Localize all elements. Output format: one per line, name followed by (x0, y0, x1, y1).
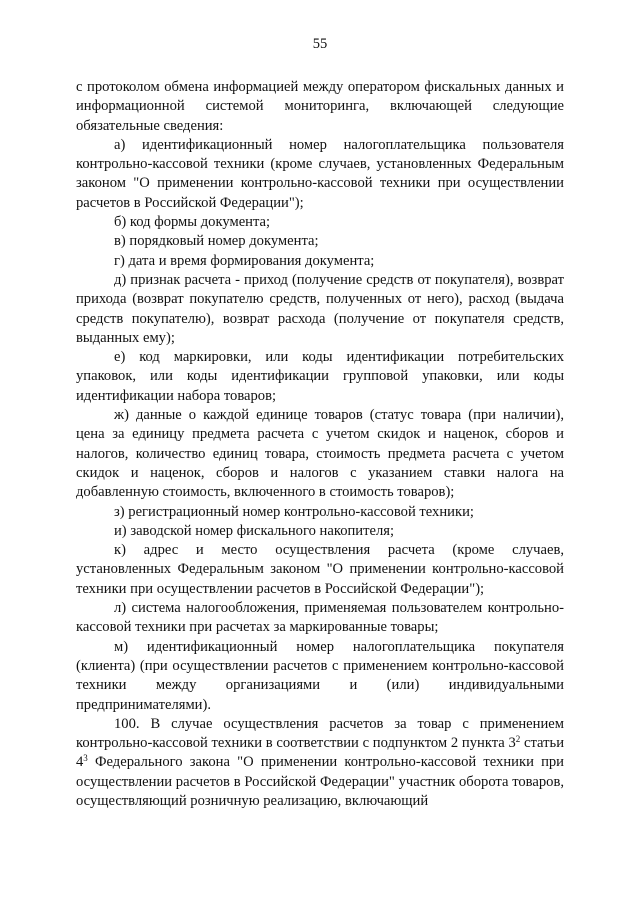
item-i: и) заводской номер фискального накопителя; (114, 522, 395, 539)
item-z: з) регистрационный номер контрольно-кассовой техники; (114, 503, 474, 520)
intro-paragraph: с протоколом обмена информацией между оператором фискальных данных и информационной системой мониторинга, включающей следующие обязательные сведения: (76, 79, 564, 134)
item-d: д) признак расчета - приход (получение средств от покупателя), возврат прихода (возврат покупателю средств, полученных от него), расход (выдача средств покупателю), возврат расхода (получение от покупателя средств, выданных ему); (76, 271, 564, 346)
item-v: в) порядковый номер документа; (114, 233, 319, 250)
item-l: л) система налогообложения, применяемая пользователем контрольно-кассовой техники при расчетах за маркированные товары; (76, 600, 564, 636)
para100-superscript-2: 3 (83, 753, 88, 764)
document-body (76, 78, 564, 811)
item-g: г) дата и время формирования документа; (114, 252, 375, 269)
para100-superscript-1: 2 (515, 734, 521, 745)
page-number: 55 (312, 36, 328, 52)
para100-part-c: Федерального закона "О применении контрольно-кассовой техники при осуществлении расчетов в Российской Федерации" участник оборота товаров, осуществляющий розничную реализацию, включающий (76, 754, 564, 809)
item-e: е) код маркировки, или коды идентификации потребительских упаковок, или коды идентификации групповой упаковки, или коды идентификации набора товаров; (76, 349, 564, 404)
para100-part-a: 100. В случае осуществления расчетов за товар с применением контрольно-кассовой техники в соответствии с подпунктом 2 пункта 3 (76, 715, 564, 752)
item-a: а) идентификационный номер налогоплательщика пользователя контрольно-кассовой техники (кроме случаев, установленных Федеральным законом "О применении контрольно-кассовой техники при осуществлении расчетов в Российской Федерации"); (76, 136, 564, 211)
item-k: к) адрес и место осуществления расчета (кроме случаев, установленных Федеральным законом "О применении контрольно-кассовой техники при осуществлении расчетов в Российской Федерации"); (76, 542, 564, 597)
item-b: б) код формы документа; (114, 214, 271, 231)
item-zh: ж) данные о каждой единице товаров (статус товара (при наличии), цена за единицу предмета расчета с учетом скидок и наценок, сборов и налогов, количество единиц товара, стоимость предмета расчета с учетом скидок и наценок, сборов и налогов с указанием ставки налога на добавленную стоимость, включенного в стоимость товаров); (76, 407, 564, 501)
para100-part-b: статьи 4 (76, 735, 565, 771)
paragraph-100 (76, 715, 564, 811)
item-m: м) идентификационный номер налогоплательщика покупателя (клиента) (при осуществлении расчетов с применением контрольно-кассовой техники между организациями и (или) индивидуальными предпринимателями). (76, 638, 564, 713)
